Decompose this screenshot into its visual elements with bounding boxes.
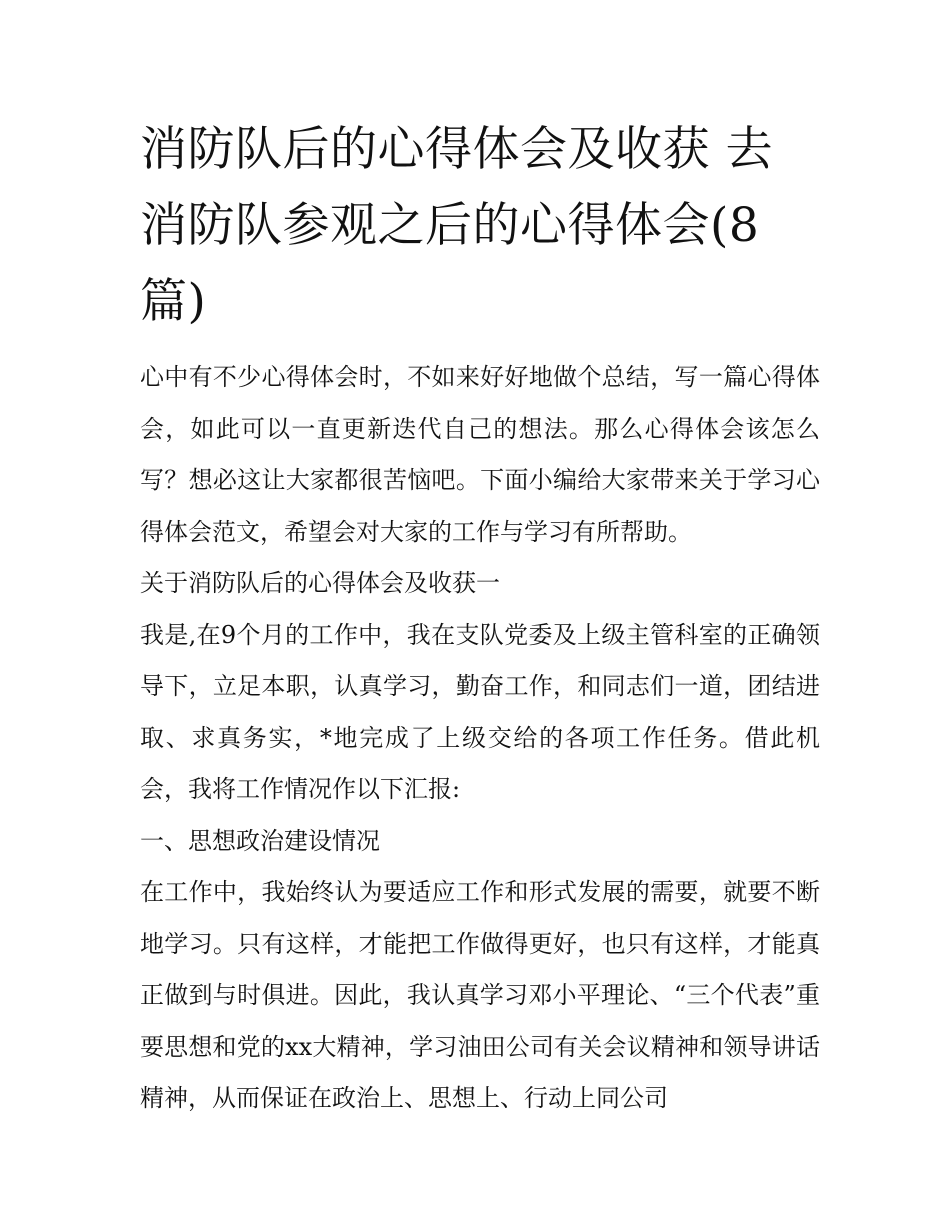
document-content: [140, 112, 820, 1125]
subsection-heading: 一、思想政治建设情况: [140, 826, 380, 855]
body-paragraph: 我是,在9个月的工作中，我在支队党委及上级主管科室的正确领导下，立足本职，认真学习，勤奋工作，和同志们一道，团结进取、求真务实，*地完成了上级交给的各项工作任务。借此机会，我将工作情况作以下汇报:: [140, 620, 820, 803]
intro-paragraph: 心中有不少心得体会时，不如来好好地做个总结，写一篇心得体会，如此可以一直更新迭代自己的想法。那么心得体会该怎么写？想必这让大家都很苦恼吧。下面小编给大家带来关于学习心得体会范文，希望会对大家的工作与学习有所帮助。: [140, 363, 820, 546]
section-heading: 关于消防队后的心得体会及收获一: [140, 569, 500, 597]
body-paragraph: 在工作中，我始终认为要适应工作和形式发展的需要，就要不断地学习。只有这样，才能把工作做得更好，也只有这样，才能真正做到与时俱进。因此，我认真学习邓小平理论、“三个代表”重要思想和党的xx大精神，学习油田公司有关会议精神和领导讲话精神，从而保证在政治上、思想上、行动上同公司: [140, 878, 820, 1112]
document-title: 消防队后的心得体会及收获 去消防队参观之后的心得体会(8篇): [140, 122, 773, 329]
document-body: [140, 352, 820, 1125]
